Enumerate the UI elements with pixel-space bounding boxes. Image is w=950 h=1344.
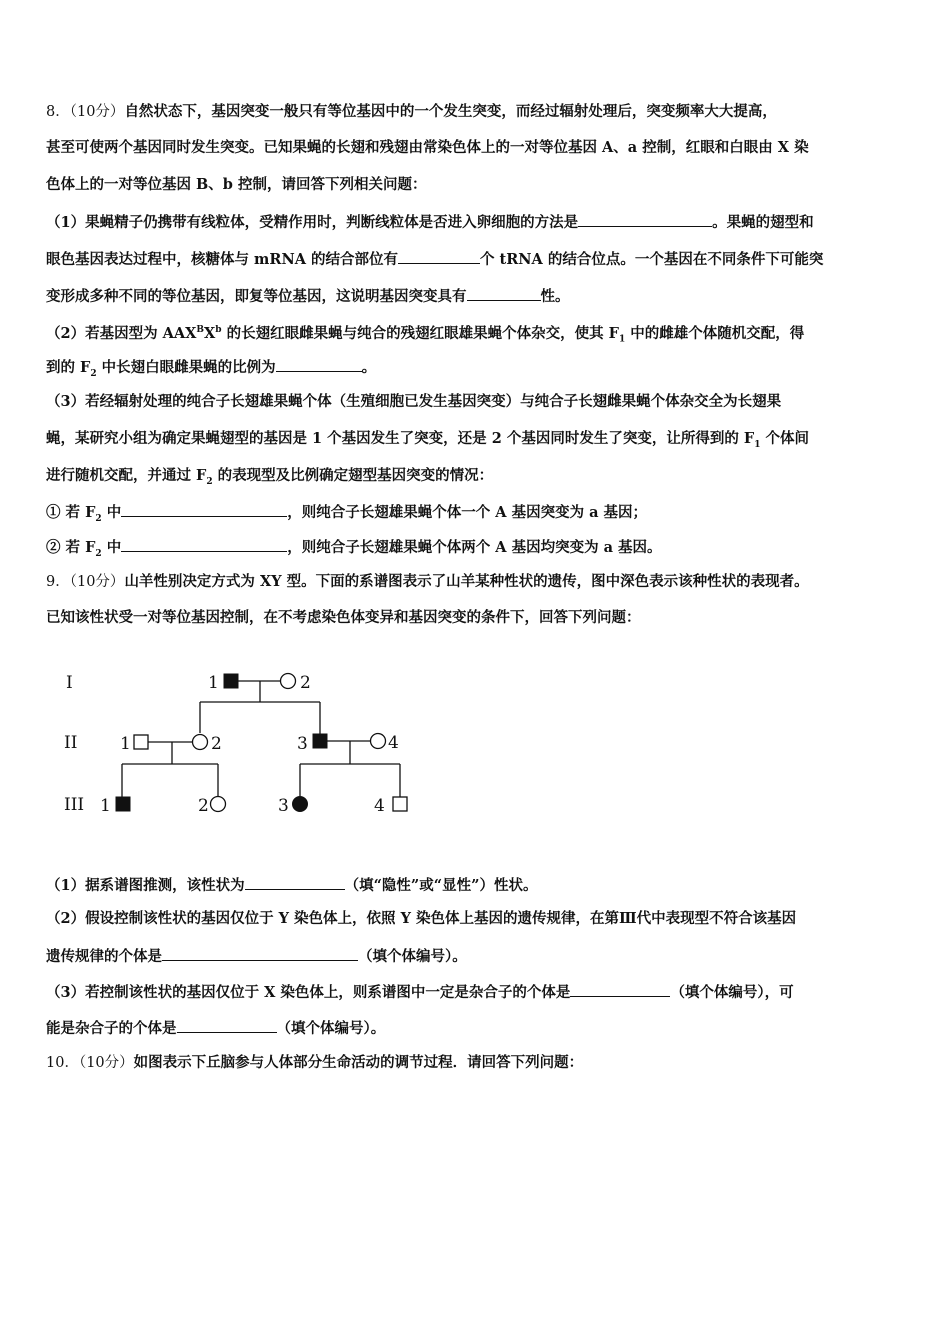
- q8-line-2: 甚至可使两个基因同时发生突变。已知果蝇的长翅和残翅由常染色体上的一对等位基因 A、a 控制，红眼和白眼由 X 染: [46, 139, 809, 156]
- q8-part1-line-1: （1）果蝇精子仍携带有线粒体，受精作用时，判断线粒体是否进入卵细胞的方法是 。果蝇的翅型和: [46, 211, 814, 233]
- generation-label-II: II: [64, 733, 78, 753]
- q8-part3-line-3: 进行随机交配，并通过 $F_2$ 的表现型及比例确定翅型基因突变的情况：: [46, 467, 494, 487]
- q8-line-3: 色体上的一对等位基因 B、b 控制，请回答下列相关问题：: [46, 176, 427, 193]
- generation-label-III: III: [64, 795, 85, 815]
- individual-id: 4: [374, 796, 385, 816]
- q8-part1-line-3: 变形成多种不同的等位基因，即复等位基因，这说明基因突变具有 性。: [46, 285, 570, 307]
- q9-line-1: 9．（10分）山羊性别决定方式为 XY 型。下面的系谱图表示了山羊某种性状的遗传，图中深色表示该种性状的表现者。: [46, 573, 809, 590]
- q9-part2-line-2: 遗传规律的个体是 （填个体编号）。: [46, 945, 467, 967]
- individual-III3-affected-female: [293, 797, 308, 812]
- pedigree-chart: [60, 660, 420, 820]
- answer-blank[interactable]: [570, 981, 670, 997]
- individual-id: 1: [208, 673, 219, 693]
- q8-line-1: 8．（10分）自然状态下，基因突变一般只有等位基因中的一个发生突变，而经过辐射处理后，突变频率大大提高，: [46, 103, 777, 120]
- individual-id: 4: [388, 733, 399, 753]
- individual-I1-affected-male: [224, 674, 238, 688]
- answer-blank[interactable]: [121, 501, 287, 517]
- individual-III2-female: [211, 797, 226, 812]
- individual-I2-female: [281, 674, 296, 689]
- q8-part3-line-2: 蝇，某研究小组为确定果蝇翅型的基因是 1 个基因发生了突变，还是 2 个基因同时发生了突变，让所得到的 $F_1$ 个体间: [46, 430, 810, 450]
- individual-II1-male: [134, 735, 148, 749]
- q9-number: 9．（10分）: [46, 574, 125, 590]
- q8-number: 8．（10分）: [46, 104, 125, 120]
- answer-blank[interactable]: [398, 248, 480, 264]
- q9-line-2: 已知该性状受一对等位基因控制，在不考虑染色体变异和基因突变的条件下，回答下列问题：: [46, 609, 641, 626]
- individual-II2-female: [193, 735, 208, 750]
- individual-id: 1: [100, 796, 111, 816]
- q9-part2-line-1: （2）假设控制该性状的基因仅位于 Y 染色体上，依照 Y 染色体上基因的遗传规律，在第Ⅲ代中表现型不符合该基因: [46, 910, 797, 927]
- q10-number: 10．（10分）: [46, 1055, 134, 1071]
- q8-option-2: ② 若 $F_2$ 中 ，则纯合子长翅雄果蝇个体两个 A 基因均突变为 a 基因。: [46, 536, 662, 564]
- answer-blank[interactable]: [578, 211, 712, 227]
- individual-II3-affected-male: [313, 734, 327, 748]
- individual-id: 2: [300, 673, 311, 693]
- q10-line-1: 10．（10分）如图表示下丘脑参与人体部分生命活动的调节过程．请回答下列问题：: [46, 1054, 584, 1071]
- q9-part3-line-1: （3）若控制该性状的基因仅位于 X 染色体上，则系谱图中一定是杂合子的个体是 （填个体编号），可: [46, 981, 794, 1003]
- individual-id: 2: [198, 796, 209, 816]
- answer-blank[interactable]: [162, 945, 358, 961]
- answer-blank[interactable]: [467, 285, 541, 301]
- q9-part1: （1）据系谱图推测，该性状为 （填“隐性”或“显性”）性状。: [46, 874, 537, 896]
- q9-part3-line-2: 能是杂合子的个体是 （填个体编号）。: [46, 1017, 385, 1039]
- answer-blank[interactable]: [177, 1017, 277, 1033]
- q8-option-1: ① 若 $F_2$ 中 ，则纯合子长翅雄果蝇个体一个 A 基因突变为 a 基因；: [46, 501, 647, 529]
- generation-label-I: I: [66, 673, 73, 693]
- individual-id: 3: [278, 796, 289, 816]
- q8-part1-line-2: 眼色基因表达过程中，核糖体与 mRNA 的结合部位有 个 tRNA 的结合位点。一个基因在不同条件下可能突: [46, 248, 823, 270]
- answer-blank[interactable]: [245, 874, 345, 890]
- individual-id: 1: [120, 734, 131, 754]
- individual-II4-female: [371, 734, 386, 749]
- individual-id: 3: [297, 734, 308, 754]
- individual-III1-affected-male: [116, 797, 130, 811]
- individual-id: 2: [211, 734, 222, 754]
- q8-part3-line-1: （3）若经辐射处理的纯合子长翅雄果蝇个体（生殖细胞已发生基因突变）与纯合子长翅雌果蝇个体杂交全为长翅果: [46, 393, 782, 410]
- q8-part2-line-1: （2）若基因型为 $AAX^BX^b$ 的长翅红眼雌果蝇与纯合的残翅红眼雄果蝇个体杂交，使其 $F_1$ 中的雌雄个体随机交配，得: [46, 324, 805, 345]
- individual-III4-male: [393, 797, 407, 811]
- q8-part2-line-2: 到的 $F_2$ 中长翅白眼雌果蝇的比例为 。: [46, 356, 376, 384]
- answer-blank[interactable]: [276, 356, 362, 372]
- answer-blank[interactable]: [121, 536, 287, 552]
